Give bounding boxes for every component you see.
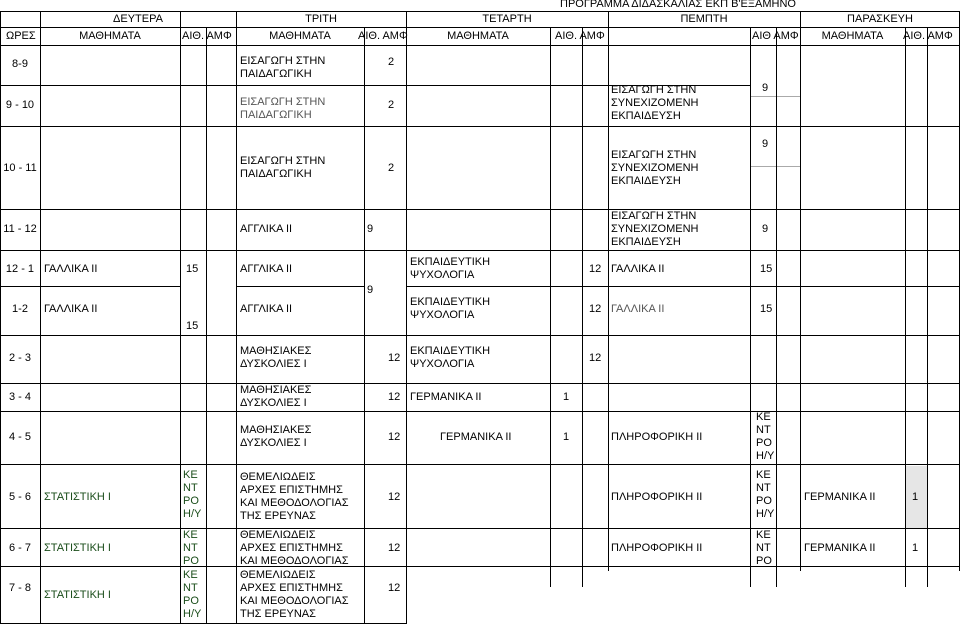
thursday-room: 15 <box>760 263 773 275</box>
tuesday-course: ΘΕΜΕΛΙΩΔΕΙΣ ΑΡΧΕΣ ΕΠΙΣΤΗΜΗΣ ΚΑΙ ΜΕΘΟΔΟΛΟΓΙΑΣ ΤΗΣ ΕΡΕΥΝΑΣ <box>240 569 349 620</box>
friday-course-header: ΜΑΘΗΜΑΤΑ <box>821 30 884 42</box>
monday-room: 15 <box>186 263 199 275</box>
wednesday-course: ΓΕΡΜΑΝΙΚΑ ΙΙ <box>440 431 512 443</box>
tuesday-course: ΘΕΜΕΛΙΩΔΕΙΣ ΑΡΧΕΣ ΕΠΙΣΤΗΜΗΣ ΚΑΙ ΜΕΘΟΔΟΛΟΓΙΑΣ <box>240 529 349 567</box>
tuesday-room: 12 <box>388 491 401 503</box>
day-header-tuesday: ΤΡΙΤΗ <box>305 13 337 25</box>
tuesday-room: 12 <box>388 431 401 443</box>
hour-label: 11 - 12 <box>3 223 37 235</box>
thursday-course: ΕΙΣΑΓΩΓΗ ΣΤΗΝ ΣΥΝΕΧΙΖΟΜΕΝΗ ΕΚΠΑΙΔΕΥΣΗ <box>611 210 699 248</box>
day-header-thursday: ΠΕΜΠΤΗ <box>680 13 728 25</box>
tuesday-room: 9 <box>367 223 374 235</box>
hour-label: 5 - 6 <box>8 491 31 503</box>
thursday-course: ΕΙΣΑΓΩΓΗ ΣΤΗΝ ΣΥΝΕΧΙΖΟΜΕΝΗ ΕΚΠΑΙΔΕΥΣΗ <box>611 149 699 187</box>
tuesday-room-header: ΑΙΘ. ΑΜΦ <box>358 30 408 42</box>
hour-label: 3 - 4 <box>8 391 31 403</box>
thursday-course: ΕΙΣΑΓΩΓΗ ΣΤΗΝ ΣΥΝΕΧΙΖΟΜΕΝΗ ΕΚΠΑΙΔΕΥΣΗ <box>611 84 699 122</box>
wednesday-room: 12 <box>589 263 602 275</box>
tuesday-course: ΜΑΘΗΣΙΑΚΕΣ ΔΥΣΚΟΛΙΕΣ Ι <box>240 345 312 370</box>
tuesday-course: ΕΙΣΑΓΩΓΗ ΣΤΗΝ ΠΑΙΔΑΓΩΓΙΚΗ <box>240 96 326 121</box>
wednesday-room: 12 <box>589 352 602 364</box>
tuesday-course: ΑΓΓΛΙΚΑ ΙΙ <box>240 223 293 235</box>
thursday-course: ΠΛΗΡΟΦΟΡΙΚΗ ΙΙ <box>611 542 703 554</box>
hour-label: 4 - 5 <box>8 431 31 443</box>
monday-course-header: ΜΑΘΗΜΑΤΑ <box>79 30 141 42</box>
wednesday-room: 1 <box>563 391 570 403</box>
day-header-monday: ΔΕΥΤΕΡΑ <box>113 13 163 25</box>
thursday-room: ΚΕ ΝΤ ΡΟ Η/Υ <box>756 411 775 462</box>
friday-course: ΓΕΡΜΑΝΙΚΑ ΙΙ <box>804 491 876 503</box>
tuesday-room: 2 <box>388 162 395 174</box>
tuesday-course-header: ΜΑΘΗΜΑΤΑ <box>269 30 331 42</box>
tuesday-room: 12 <box>388 391 401 403</box>
thursday-room: 9 <box>762 223 769 235</box>
friday-room-header: ΑΙΘ. ΑΜΦ <box>903 30 953 42</box>
hour-label: 12 - 1 <box>5 263 35 275</box>
thursday-course: ΓΑΛΛΙΚΑ ΙΙ <box>611 303 665 315</box>
tuesday-course: ΑΓΓΛΙΚΑ ΙΙ <box>240 303 293 315</box>
hour-label: 6 - 7 <box>8 542 31 554</box>
day-header-wednesday: ΤΕΤΑΡΤΗ <box>482 13 532 25</box>
tuesday-course: ΜΑΘΗΣΙΑΚΕΣ ΔΥΣΚΟΛΙΕΣ Ι <box>240 384 312 409</box>
tuesday-room: 12 <box>388 582 401 594</box>
friday-course: ΓΕΡΜΑΝΙΚΑ ΙΙ <box>804 542 876 554</box>
tuesday-course: ΕΙΣΑΓΩΓΗ ΣΤΗΝ ΠΑΙΔΑΓΩΓΙΚΗ <box>240 155 326 180</box>
thursday-room: 15 <box>760 303 773 315</box>
wednesday-room: 1 <box>563 431 570 443</box>
monday-room: 15 <box>186 320 199 332</box>
tuesday-course: ΜΑΘΗΣΙΑΚΕΣ ΔΥΣΚΟΛΙΕΣ Ι <box>240 424 312 449</box>
tuesday-room: 9 <box>367 284 374 296</box>
thursday-course: ΠΛΗΡΟΦΟΡΙΚΗ ΙΙ <box>611 431 703 443</box>
wednesday-course: ΓΕΡΜΑΝΙΚΑ ΙΙ <box>410 391 482 403</box>
thursday-course: ΠΛΗΡΟΦΟΡΙΚΗ ΙΙ <box>611 491 703 503</box>
monday-room: ΚΕ ΝΤ ΡΟ <box>183 529 199 567</box>
tuesday-room: 2 <box>388 99 395 111</box>
tuesday-room: 12 <box>388 542 401 554</box>
hour-label: 2 - 3 <box>8 352 31 364</box>
day-header-friday: ΠΑΡΑΣΚΕΥΗ <box>847 13 913 25</box>
thursday-room: ΚΕ ΝΤ ΡΟ <box>756 529 772 567</box>
hours-column-header: ΩΡΕΣ <box>6 30 36 42</box>
thursday-room-header: ΑΙΘ ΑΜΦ <box>752 30 799 42</box>
monday-course: ΣΤΑΤΙΣΤΙΚΗ Ι <box>44 589 111 601</box>
tuesday-course: ΘΕΜΕΛΙΩΔΕΙΣ ΑΡΧΕΣ ΕΠΙΣΤΗΜΗΣ ΚΑΙ ΜΕΘΟΔΟΛΟΓΙΑΣ ΤΗΣ ΕΡΕΥΝΑΣ <box>240 471 349 522</box>
monday-course: ΣΤΑΤΙΣΤΙΚΗ Ι <box>44 491 111 503</box>
tuesday-room: 2 <box>388 56 395 68</box>
hour-label: 7 - 8 <box>8 582 31 594</box>
wednesday-room: 12 <box>589 303 602 315</box>
tuesday-room: 12 <box>388 352 401 364</box>
friday-room: 1 <box>912 542 919 554</box>
wednesday-course-header: ΜΑΘΗΜΑΤΑ <box>447 30 509 42</box>
monday-room: ΚΕ ΝΤ ΡΟ Η/Υ <box>183 469 202 520</box>
hour-label: 8-9 <box>12 58 28 70</box>
wednesday-course: ΕΚΠΑΙΔΕΥΤΙΚΗ ΨΥΧΟΛΟΓΙΑ <box>410 256 491 281</box>
thursday-room: 9 <box>762 138 769 150</box>
monday-room-header: ΑΙΘ. ΑΜΦ <box>182 30 232 42</box>
wednesday-course: ΕΚΠΑΙΔΕΥΤΙΚΗ ΨΥΧΟΛΟΓΙΑ <box>410 345 491 370</box>
page-title: ΠΡΟΓΡΑΜΜΑ ΔΙΔΑΣΚΑΛΙΑΣ ΕΚΠ Β'ΕΞΑΜΗΝΟ <box>560 0 796 10</box>
wednesday-course: ΕΚΠΑΙΔΕΥΤΙΚΗ ΨΥΧΟΛΟΓΙΑ <box>410 296 491 321</box>
monday-room: ΚΕ ΝΤ ΡΟ Η/Υ <box>183 569 202 620</box>
monday-course: ΓΑΛΛΙΚΑ ΙΙ <box>44 303 98 315</box>
wednesday-room-header: ΑΙΘ. ΑΜΦ <box>555 30 605 42</box>
thursday-room: ΚΕ ΝΤ ΡΟ Η/Υ <box>756 469 775 520</box>
thursday-room: 9 <box>762 82 769 94</box>
hour-label: 9 - 10 <box>5 99 35 111</box>
hour-label: 10 - 11 <box>3 162 37 174</box>
hour-label: 1-2 <box>12 303 28 315</box>
monday-course: ΣΤΑΤΙΣΤΙΚΗ Ι <box>44 542 111 554</box>
thursday-course: ΓΑΛΛΙΚΑ ΙΙ <box>611 263 665 275</box>
tuesday-course: ΕΙΣΑΓΩΓΗ ΣΤΗΝ ΠΑΙΔΑΓΩΓΙΚΗ <box>240 55 326 80</box>
monday-course: ΓΑΛΛΙΚΑ ΙΙ <box>44 263 98 275</box>
friday-room: 1 <box>912 491 919 503</box>
tuesday-course: ΑΓΓΛΙΚΑ ΙΙ <box>240 263 293 275</box>
